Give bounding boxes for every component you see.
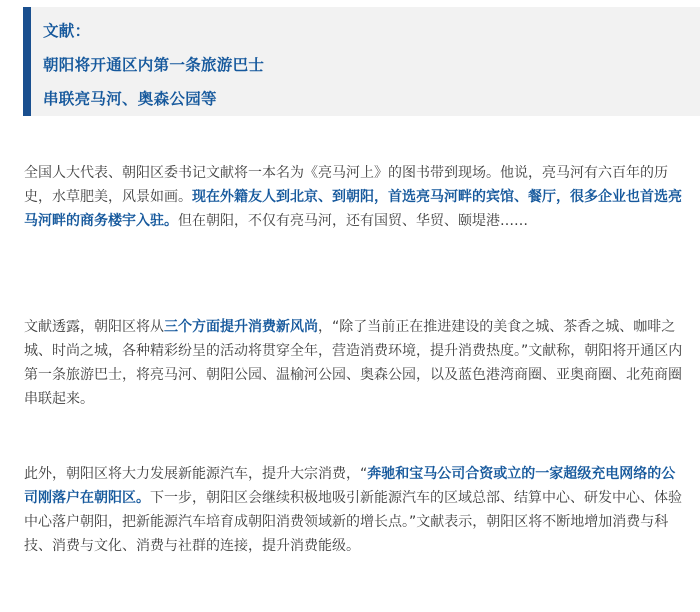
header-subtitle: 串联亮马河、奥森公园等 [43, 90, 217, 108]
paragraph-text: 下一步，朝阳区会继续积极地吸引新能源汽车的区域总部、结算中心、研发中心、体验中心落户朝阳，把新能源汽车培育成朝阳消费领域新的增长点。”文献表示，朝阳区将不断地增加消费与科技、消费与文化、消费与社群的连接，提升消费能级。 [24, 490, 682, 554]
article-header-box [23, 7, 700, 116]
paragraph-text: 文献透露，朝阳区将从 [24, 319, 164, 335]
paragraph-highlight: 三个方面提升消费新风尚 [164, 319, 318, 335]
header-title: 朝阳将开通区内第一条旅游巴士 [43, 56, 265, 74]
article-paragraph-3 [24, 462, 688, 558]
paragraph-text: 此外，朝阳区将大力发展新能源汽车，提升大宗消费，“ [24, 466, 368, 482]
article-paragraph-1 [24, 161, 688, 233]
header-speaker: 文献： [43, 22, 91, 40]
article-paragraph-2 [24, 315, 688, 411]
paragraph-text: 全国人大代表、朝阳区委书记文献将一本名为《亮马河上》的图书带到现场。他说，亮马河有六百年的历史，水草肥美，风景如画。 [24, 165, 668, 205]
paragraph-text: ，“除了当前正在推进建设的美食之城、茶香之城、咖啡之城、时尚之城，各种精彩纷呈的活动将贯穿全年，营造消费环境，提升消费热度。”文献称，朝阳将开通区内第一条旅游巴士，将亮马河、朝阳公园、温榆河公园、奥森公园，以及蓝色港湾商圈、亚奥商圈、北苑商圈串联起来。 [24, 319, 683, 407]
paragraph-text: 但在朝阳，不仅有亮马河，还有国贸、华贸、颐堤港…… [178, 213, 528, 229]
paragraph-highlight: 奔驰和宝马公司合资或立的一家超级充电网络的公司刚落户在朝阳区。 [24, 466, 676, 506]
paragraph-highlight: 现在外籍友人到北京、到朝阳，首选亮马河畔的宾馆、餐厅，很多企业也首选亮马河畔的商务楼宇入驻。 [24, 189, 682, 229]
